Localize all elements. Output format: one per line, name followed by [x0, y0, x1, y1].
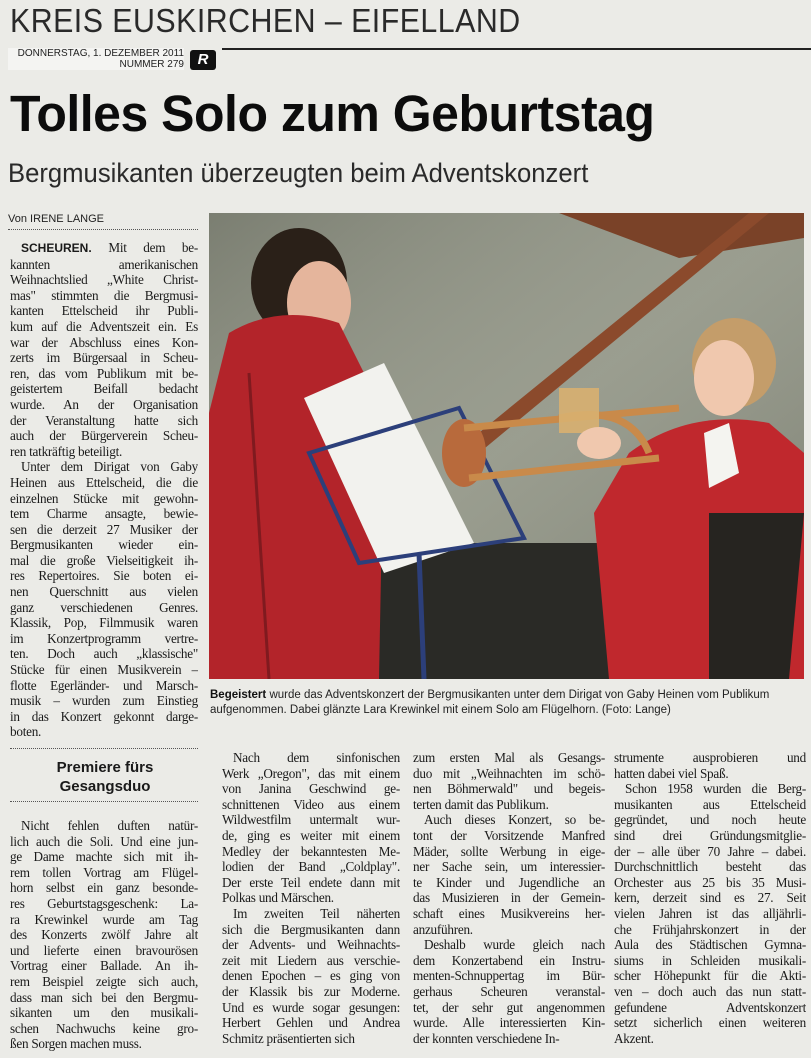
text-line: nen Böhmerwald" und begeis- [413, 781, 605, 797]
text-line: der Veranstaltung hatte sich [10, 412, 198, 428]
text-line: zeit mit Liedern aus verschie- [222, 952, 400, 968]
headline: Tolles Solo zum Geburtstag [10, 85, 655, 142]
text-line: Klassik, Pop, Filmmusik waren [10, 615, 198, 631]
text-line: anzuführen. [413, 921, 473, 937]
text-line: kern, derzeit sind es 27. Seit [614, 890, 806, 906]
text-line: kanten Ettelscheid ihr Publi- [10, 303, 198, 319]
text-line: des Konzerts zwölf Jahre alt [10, 927, 198, 943]
article-column-b4 [614, 750, 806, 1046]
text-line: hatten dabei viel Spaß. [614, 765, 729, 781]
text-line: ge Dame machte sich mit ih- [10, 849, 198, 865]
text-line: kannten amerikanischen [10, 256, 198, 272]
text-line: der Klassik bis zur Moderne. [222, 983, 400, 999]
article-column-b2 [222, 750, 400, 1046]
intertitle [10, 758, 200, 796]
text-line: gegründet, und noch heute [614, 812, 806, 828]
hands [577, 427, 621, 459]
text-line: war der Abschluss eines Kon- [10, 334, 198, 350]
text-line: Bergmusikanten wieder ein- [10, 537, 198, 553]
concert-photo [209, 213, 804, 679]
text-line: setzt sicherlich einen weiteren [614, 1015, 806, 1031]
text-line: mal die große Vielseitigkeit ih- [10, 552, 198, 568]
text-line: scher Höhepunkt für die Akti- [614, 968, 806, 984]
text-line: nen Querschnitt aus vielen [10, 584, 198, 600]
text-line: strumente ausprobieren und [614, 750, 806, 765]
text-line: tet, der sehr gut angenommen [413, 999, 605, 1015]
byline: Von IRENE LANGE [8, 213, 104, 225]
text-line: res Repertoires. Sie boten ei- [10, 568, 198, 584]
text-line: rem tollen Vortrag am Flügel- [10, 864, 198, 880]
text-line: Werk „Oregon", das mit einem [222, 765, 400, 781]
text-line: Nach dem sinfonischen [233, 750, 400, 765]
text-line [10, 240, 198, 257]
text-line: musik – wurden zum Einstieg [10, 693, 198, 709]
caption-text: wurde das Adventskonzert der Bergmusikanten unter dem Dirigat von Gaby Heinen vom Publikum aufgenommen. Dabei glänzte Lara Krewinkel mit einem Solo am Flügelhorn. (Foto: Lange) [210, 689, 770, 716]
text-line: ner Sache sein, um interessier- [413, 859, 605, 875]
text-line: der konnten verschiedene In- [413, 1030, 560, 1046]
text-line: boten. [10, 724, 42, 740]
text-line: sen die derzeit 27 Musiker der [10, 521, 198, 537]
text-line: Mäder, sollte Werbung in eige- [413, 843, 605, 859]
text-line: geistertem Beifall bedacht [10, 381, 198, 397]
text-line: der – alle über 70 Jahre – dabei. [614, 843, 806, 859]
text-line: siums in Schleiden musikali- [614, 952, 806, 968]
article-column-1 [10, 240, 198, 740]
newspaper-logo: R [190, 50, 216, 70]
text-line: in das Konzert gekonnt darge- [10, 708, 198, 724]
text-line: ßen Sorgen machen muss. [10, 1036, 142, 1052]
text-line: menten-Schnuppertag im Bür- [413, 968, 605, 984]
text-line: ven – doch auch das nun statt- [614, 983, 806, 999]
text-line: duo mit „Weihnachten im schö- [413, 765, 605, 781]
text-fragment: Mit dem be- [108, 240, 198, 255]
text-line: gefundene Adventskonzert [614, 999, 806, 1015]
divider [10, 748, 198, 749]
text-line: che Frühjahrskonzert in der [614, 921, 806, 937]
text-line: terten damit das Publikum. [413, 796, 549, 812]
text-line: Der erste Teil endete dann mit [222, 874, 400, 890]
text-line: Weihnachtslied „White Christ- [10, 272, 198, 288]
text-line: te Kinder und Jugendliche an [413, 874, 605, 890]
text-line: Und es wurde sogar gesungen: [222, 999, 400, 1015]
text-line: wurde. An der Organisation [10, 396, 198, 412]
text-line: der Advents- und Weihnachts- [222, 937, 400, 953]
divider [8, 229, 198, 230]
issue-number: NUMMER 279 [119, 59, 184, 70]
text-line: Durchschnittlich besteht das [614, 859, 806, 875]
caption-lead: Begeistert [210, 689, 267, 701]
text-line: Unter dem Dirigat von Gaby [21, 459, 198, 475]
text-line: Herbert Gehlen und Andrea [222, 1015, 400, 1031]
text-line: Im zweiten Teil näherten [233, 905, 400, 921]
music-stand-right [709, 513, 804, 679]
text-line: de, ging es weiter mit einem [222, 827, 400, 843]
text-line: Heinen aus Ettelscheid, die die [10, 474, 198, 490]
intertitle-line: Gesangsduo [59, 778, 151, 795]
text-line: von Janina Geschwind ge- [222, 781, 400, 797]
text-line: Orchester aus 25 bis 35 Musi- [614, 874, 806, 890]
right-musician-face [694, 340, 754, 416]
text-line: gerhaus Scheuren veranstal- [413, 983, 605, 999]
text-line: dem Konzertabend ein Instru- [413, 952, 605, 968]
text-line: ganz verschiedenen Genres. [10, 599, 198, 615]
text-line: rem Beispiel zeigte sich auch, [10, 973, 198, 989]
subheadline: Bergmusikanten überzeugten beim Adventskonzert [8, 158, 589, 188]
text-line: schnittenen Video aus einem [222, 796, 400, 812]
text-line: Deshalb wurde gleich nach [424, 937, 605, 953]
text-line: sind drei Gründungsmitglie- [614, 827, 806, 843]
text-line: Vortrag einer Ballade. An ih- [10, 958, 198, 974]
text-line: im Konzertprogramm vertre- [10, 630, 198, 646]
text-line: tont der Vorsitzende Manfred [413, 827, 605, 843]
text-line: flotte Egerländer- und Marsch- [10, 677, 198, 693]
divider [10, 801, 198, 802]
text-line: Aula des Städtischen Gymna- [614, 937, 806, 953]
article-column-b3 [413, 750, 605, 1046]
text-line: lich auch die Soli. Und eine jun- [10, 833, 198, 849]
text-line: horn selbst ein ganz besonde- [10, 880, 198, 896]
text-line: wurde. Alle interessierten Kin- [413, 1015, 605, 1031]
text-line: tem Charme ansagte, bewie- [10, 506, 198, 522]
text-line: sich die Bergmusikanten dann [222, 921, 400, 937]
text-line: Schon 1958 wurden die Berg- [625, 781, 806, 797]
text-line: ren, das vom Publikum mit be- [10, 365, 198, 381]
dateline: SCHEUREN. [21, 241, 92, 255]
text-line: mas" stimmten die Bergmusi- [10, 287, 198, 303]
photo-caption [210, 688, 806, 718]
text-line: ren tatkräftig beteiligt. [10, 443, 123, 459]
text-line: ra Krewinkel wurde am Tag [10, 911, 198, 927]
text-line: lodien der Band „Coldplay". [222, 859, 400, 875]
text-line: einzelnen Stücke mit gewohn- [10, 490, 198, 506]
text-line: kum auf die Adventszeit ein. Es [10, 318, 198, 334]
text-line: Auch dieses Konzert, so be- [424, 812, 605, 828]
section-title: KREIS EUSKIRCHEN – EIFELLAND [10, 2, 521, 39]
header-rule [222, 48, 811, 50]
text-line: Schmitz präsentierten sich [222, 1030, 355, 1046]
text-line: auch der Bürgerverein Scheu- [10, 428, 198, 444]
text-line: dass man sich bei den Bergmu- [10, 989, 198, 1005]
text-line: denen Epochen – es ging von [222, 968, 400, 984]
text-line: Medley der bekanntesten Me- [222, 843, 400, 859]
text-line: Akzent. [614, 1030, 654, 1046]
text-line: zum ersten Mal als Gesangs- [413, 750, 605, 765]
article-column-b1 [10, 818, 198, 1052]
text-line: zerts im Bürgersaal in Scheu- [10, 350, 198, 366]
text-line: schaft eines Musikvereins her- [413, 905, 605, 921]
text-line: sikanten um den musikali- [10, 1005, 198, 1021]
text-line: Polkas und Märschen. [222, 890, 334, 906]
text-line: ten. Doch auch „klassische" [10, 646, 198, 662]
intertitle-line: Premiere fürs [56, 759, 154, 776]
text-line: Nicht fehlen duften natür- [21, 818, 198, 833]
date-block [8, 48, 184, 70]
text-line: res Geburtstagsgeschenk: La- [10, 895, 198, 911]
issue-date: DONNERSTAG, 1. DEZEMBER 2011 [17, 48, 184, 59]
text-line: Stücke für einen Musikverein – [10, 662, 198, 678]
text-line: das Musizieren in der Gemein- [413, 890, 605, 906]
text-line: Wildwestfilm untermalt wur- [222, 812, 400, 828]
text-line: vielen Jahren ist das alljährli- [614, 905, 806, 921]
text-line: musikanten aus Ettelscheid [614, 796, 806, 812]
text-line: schen Nachwuchs keine gro- [10, 1020, 198, 1036]
text-line: und lieferte einen bravourösen [10, 942, 198, 958]
